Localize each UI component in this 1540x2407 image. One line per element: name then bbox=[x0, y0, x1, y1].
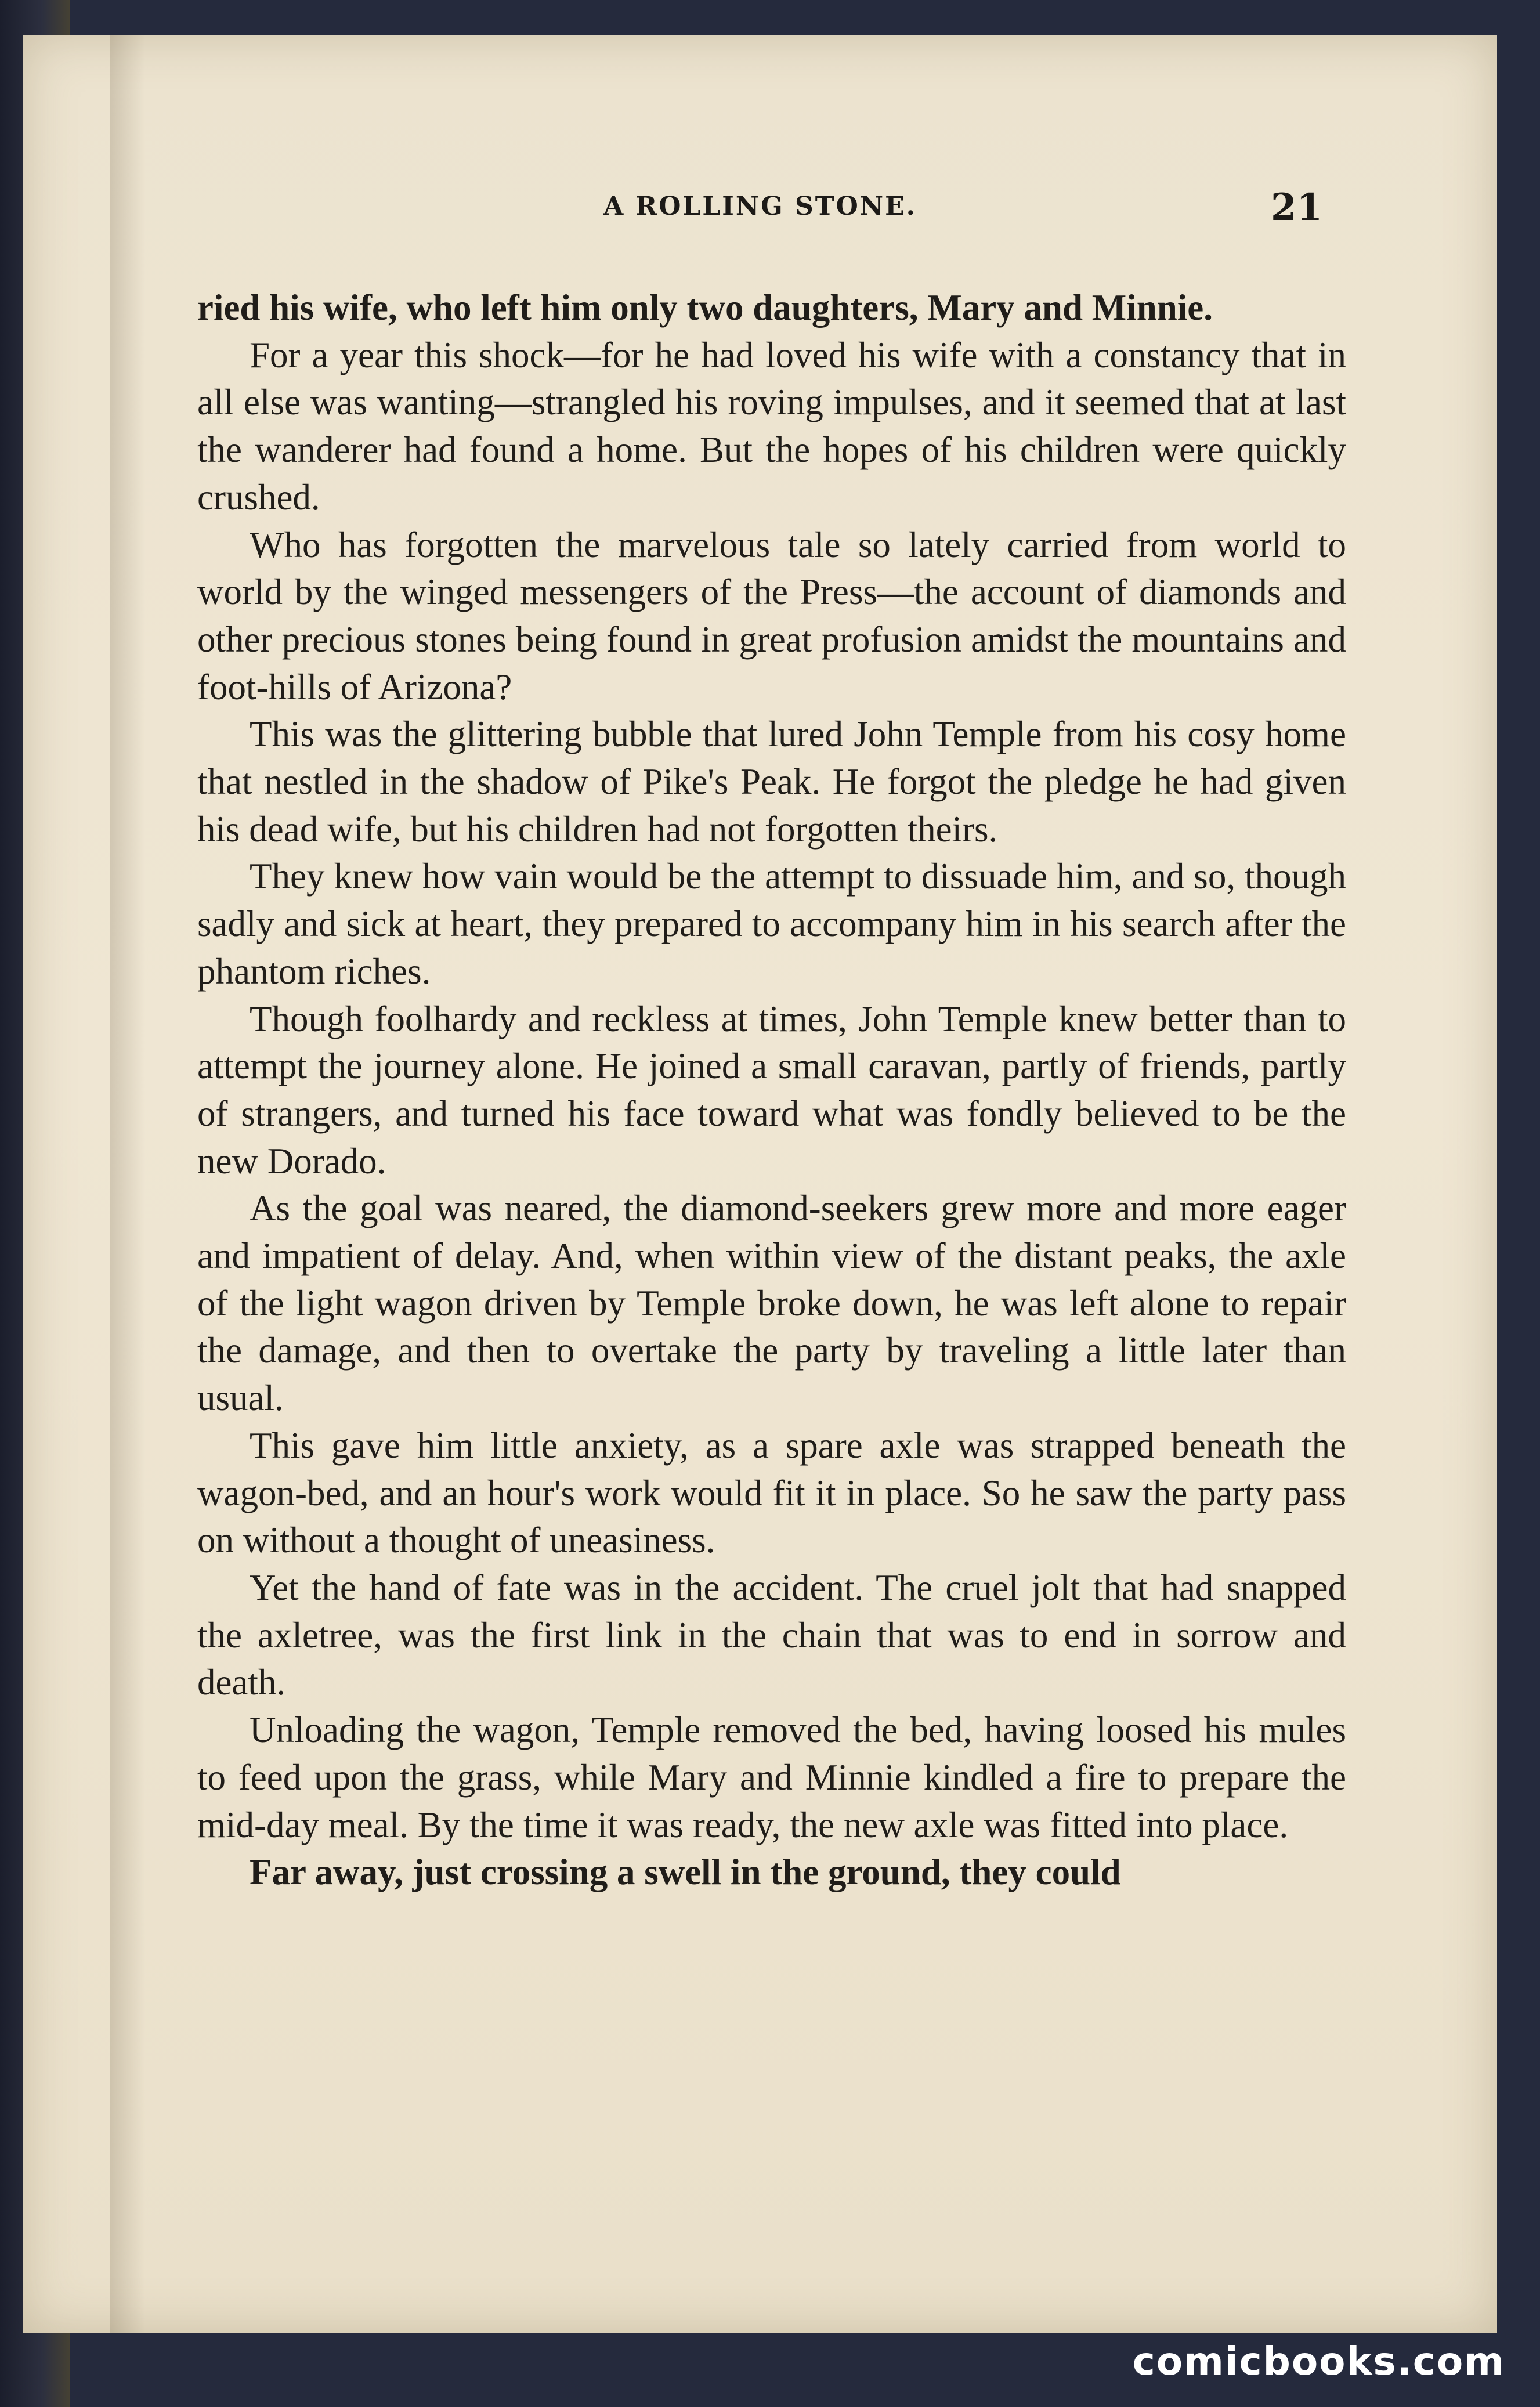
paragraph: For a year this shock—for he had loved his wife with a constancy that in all else was wanting—strangled his roving impulses, and it seemed that at last the wanderer had found a home. But the hopes of his children were quickly crushed. bbox=[197, 334, 1346, 518]
paragraph: ried his wife, who left him only two daughters, Mary and Minnie. bbox=[197, 287, 1213, 328]
paragraph: Who has forgotten the marvelous tale so lately carried from world to world by the winged messengers of the Press—the account of diamonds and other precious stones being found in great profusion amidst the mountains and foot-hills of Arizona? bbox=[197, 524, 1346, 707]
paragraph: They knew how vain would be the attempt to dissuade him, and so, though sadly and sick at heart, they prepared to accompany him in his search after the phantom riches. bbox=[197, 856, 1346, 992]
watermark: comicbooks.com bbox=[1132, 2339, 1505, 2384]
book-page bbox=[23, 35, 1497, 2333]
page-number: 21 bbox=[1271, 186, 1323, 229]
paragraph: This was the glittering bubble that lured John Temple from his cosy home that nestled in the shadow of Pike's Peak. He forgot the pledge he had given his dead wife, but his children had not forgotten theirs. bbox=[197, 714, 1346, 850]
body-text bbox=[197, 284, 1346, 1896]
page-gutter-shadow bbox=[110, 35, 145, 2333]
paragraph: Far away, just crossing a swell in the ground, they could bbox=[250, 1852, 1121, 1893]
paragraph: Yet the hand of fate was in the accident. The cruel jolt that had snapped the axletree, was the first link in the chain that was to end in sorrow and death. bbox=[197, 1567, 1346, 1703]
paragraph: Though foolhardy and reckless at times, John Temple knew better than to attempt the journey alone. He joined a small caravan, partly of friends, partly of strangers, and turned his face toward what was fondly believed to be the new Dorado. bbox=[197, 998, 1346, 1181]
running-head: A ROLLING STONE. bbox=[603, 191, 917, 221]
paragraph: As the goal was neared, the diamond-seekers grew more and more eager and impatient of delay. And, when within view of the distant peaks, the axle of the light wagon driven by Temple broke down, he was left alone to repair the damage, and then to overtake the party by traveling a little later than usual. bbox=[197, 1188, 1346, 1419]
paragraph: Unloading the wagon, Temple removed the bed, having loosed his mules to feed upon the grass, while Mary and Minnie kindled a fire to prepare the mid-day meal. By the time it was ready, the new axle was fitted into place. bbox=[197, 1710, 1346, 1845]
paragraph: This gave him little anxiety, as a spare axle was strapped beneath the wagon-bed, and an hour's work would fit it in place. So he saw the party pass on without a thought of uneasiness. bbox=[197, 1425, 1346, 1561]
page-header bbox=[23, 186, 1497, 238]
